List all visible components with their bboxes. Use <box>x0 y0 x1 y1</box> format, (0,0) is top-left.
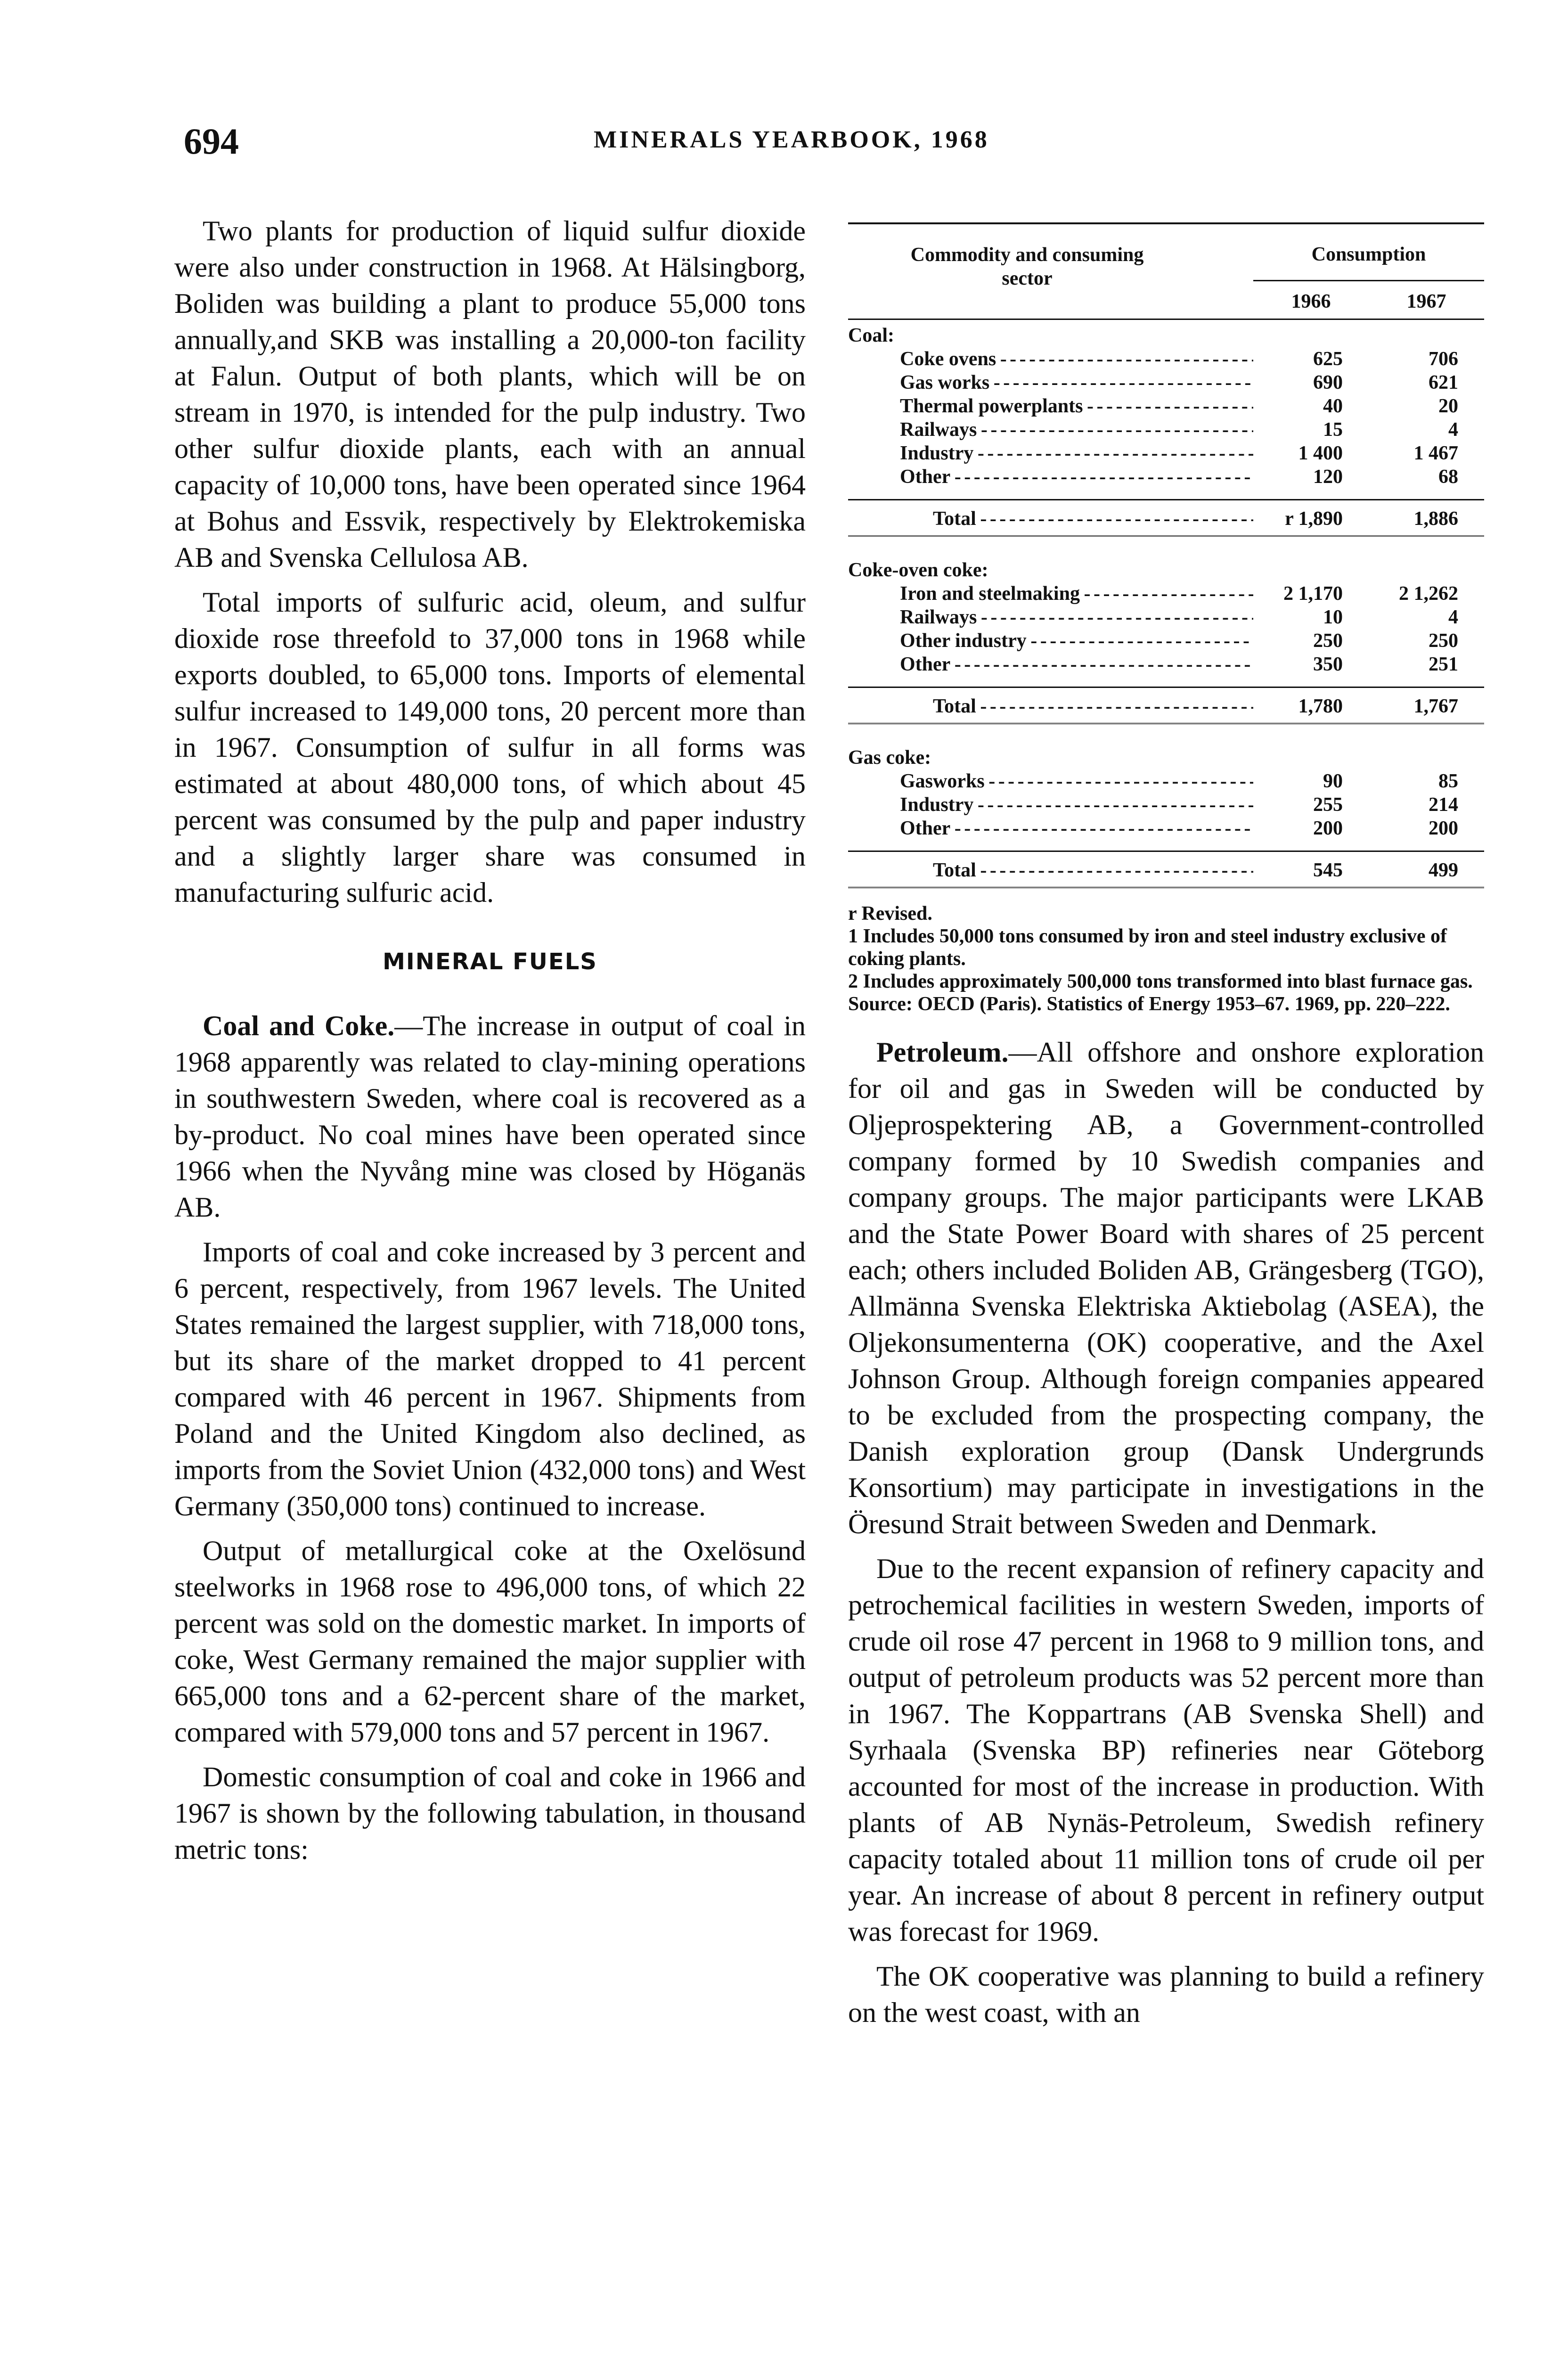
value-1967: 250 <box>1429 630 1458 652</box>
row-label: Railways - - - <box>848 605 1253 629</box>
table-row <box>848 653 1484 676</box>
table-row <box>848 465 1484 489</box>
footnote-revised: r Revised. <box>848 903 932 924</box>
table-total-row <box>848 687 1484 724</box>
value-1967: 68 <box>1438 466 1458 488</box>
column-header-consumption: Consumption <box>1253 243 1484 281</box>
value-1966: 690 <box>1313 372 1343 393</box>
total-label: Total - - - <box>848 859 1253 882</box>
value-1966: 40 <box>1323 395 1343 417</box>
value-1967: 4 <box>1448 606 1458 628</box>
total-label: Total - - - <box>848 695 1253 718</box>
row-label: Industry - - - <box>848 793 1253 817</box>
table-row <box>848 347 1484 371</box>
section-coke-oven-coke <box>848 555 1484 724</box>
total-1966: r 1,890 <box>1285 508 1343 530</box>
row-label: Other - - - <box>848 817 1253 840</box>
table-header <box>848 224 1484 320</box>
value-1966: 10 <box>1323 606 1343 628</box>
paragraph-sulfur-dioxide-plants: Two plants for production of liquid sulfur dioxide were also under construction in 1968. At Hälsingborg, Boliden was building a plant to produce 55,000 tons annually,and SKB was installing a 20,000-ton facility at Falun. Output of both plants, which will be on stream in 1970, is intended for the pulp industry. Two other sulfur dioxide plants, each with an annual capacity of 10,000 tons, have been operated since 1964 at Bohus and Essvik, respectively by Elektrokemiska AB and Svenska Cellulosa AB. <box>174 215 806 573</box>
paragraph-coal-and-coke <box>174 1008 806 1226</box>
row-label: Thermal powerplants - - - <box>848 394 1253 418</box>
value-1967: 1 467 <box>1413 442 1458 464</box>
row-label: Gasworks - - - <box>848 769 1253 793</box>
coal-rows <box>848 347 1484 489</box>
table-row <box>848 629 1484 653</box>
table-row <box>848 418 1484 442</box>
value-1967: 20 <box>1438 395 1458 417</box>
total-1967: 499 <box>1429 859 1458 881</box>
column-header-1966: 1966 <box>1291 291 1331 312</box>
paragraph-domestic-consumption: Domestic consumption of coal and coke in 1966 and 1967 is shown by the following tabulation, in thousand metric tons: <box>174 1761 806 1865</box>
row-label: Gas works - - - <box>848 371 1253 394</box>
section-heading-mineral-fuels: MINERAL FUELS <box>383 949 597 975</box>
column-header-1967: 1967 <box>1406 291 1446 312</box>
value-1967: 621 <box>1429 372 1458 393</box>
table-row <box>848 394 1484 418</box>
value-1967: 251 <box>1429 654 1458 675</box>
value-1967: 214 <box>1429 794 1458 816</box>
row-label: Other - - - <box>848 653 1253 676</box>
table-row <box>848 582 1484 605</box>
value-1966: 350 <box>1313 654 1343 675</box>
table-footnotes <box>848 902 1484 1015</box>
paragraph-ok-cooperative: The OK cooperative was planning to build a refinery on the west coast, with an <box>848 1961 1484 2028</box>
value-1966: 2 1,170 <box>1283 583 1343 605</box>
value-1967: 706 <box>1429 348 1458 370</box>
consumption-table <box>848 222 1484 888</box>
section-coal <box>848 320 1484 537</box>
total-1966: 545 <box>1313 859 1343 881</box>
row-label: Coke ovens - - - <box>848 347 1253 371</box>
value-1966: 15 <box>1323 419 1343 441</box>
total-1967: 1,767 <box>1413 695 1458 717</box>
table-total-row <box>848 499 1484 537</box>
value-1967: 200 <box>1429 818 1458 839</box>
petroleum-text: —All offshore and onshore exploration for oil and gas in Sweden will be conducted by Oljeprospektering AB, a Government-controlled company formed by 10 Swedish companies and company groups. The major participants were LKAB and the State Power Board with shares of 25 percent each; others included Boliden AB, Grängesberg (TGO), Allmänna Svenska Elektriska Aktiebolag (ASEA), the Oljekonsumenterna (OK) cooperative, and the Axel Johnson Group. Although foreign companies appeared to be excluded from the prospecting company, the Danish exploration group (Dansk Undergrunds Konsortium) may participate in investigations in the Öresund Strait between Sweden and Denmark. <box>848 1037 1484 1539</box>
right-column <box>848 213 1484 2039</box>
coke-rows <box>848 582 1484 676</box>
section-title: Gas coke: <box>848 747 931 769</box>
section-title: Coke-oven coke: <box>848 559 988 581</box>
footnote-source: Source: OECD (Paris). Statistics of Energy 1953–67. 1969, pp. 220–222. <box>848 993 1450 1015</box>
lead-petroleum: Petroleum. <box>876 1037 1009 1068</box>
page-header <box>184 120 1484 163</box>
row-label: Other - - - <box>848 465 1253 489</box>
value-1966: 200 <box>1313 818 1343 839</box>
page-number: 694 <box>184 121 239 162</box>
paragraph-sulfur-imports: Total imports of sulfuric acid, oleum, and sulfur dioxide rose threefold to 37,000 tons in 1968 while exports doubled, to 65,000 tons. Imports of elemental sulfur increased to 149,000 tons, 20 percent more than in 1967. Consumption of sulfur in all forms was estimated at about 480,000 tons, of which about 45 percent was consumed by the pulp and paper industry and a slightly larger share was consumed in manufacturing sulfuric acid. <box>174 587 806 908</box>
value-1967: 2 1,262 <box>1399 583 1458 605</box>
row-label: Industry - - - <box>848 442 1253 465</box>
footnote-2: 2 Includes approximately 500,000 tons transformed into blast furnace gas. <box>848 971 1473 992</box>
total-1966: 1,780 <box>1298 695 1343 717</box>
footnote-1: 1 Includes 50,000 tons consumed by iron and steel industry exclusive of coking plants. <box>848 925 1447 970</box>
running-head: MINERALS YEARBOOK, 1968 <box>594 126 989 153</box>
total-1967: 1,886 <box>1413 508 1458 530</box>
row-label: Iron and steelmaking - - - <box>848 582 1253 605</box>
value-1966: 1 400 <box>1298 442 1343 464</box>
lead-coal-and-coke: Coal and Coke. <box>203 1010 395 1041</box>
table-row <box>848 817 1484 840</box>
value-1966: 250 <box>1313 630 1343 652</box>
paragraph-refinery: Due to the recent expansion of refinery capacity and petrochemical facilities in western Sweden, imports of crude oil rose 47 percent in 1968 to 9 million tons, and output of petroleum products was 52 percent more than in 1967. The Koppartrans (AB Svenska Shell) and Syrhaala (Svenska BP) refineries near Göteborg accounted for most of the increase in production. With plants of AB Nynäs-Petroleum, Swedish refinery capacity totaled about 11 million tons of crude oil per year. An increase of about 8 percent in refinery output was forecast for 1969. <box>848 1553 1484 1947</box>
column-header-commodity: Commodity and consuming sector <box>910 244 1144 289</box>
section-title: Coal: <box>848 325 894 346</box>
value-1967: 85 <box>1438 770 1458 792</box>
coal-text: —The increase in output of coal in 1968 apparently was related to clay-mining operations in southwestern Sweden, where coal is recovered as a by-product. No coal mines have been operated since 1966 when the Nyvång mine was closed by Höganäs AB. <box>174 1010 806 1223</box>
row-label: Railways - - - <box>848 418 1253 442</box>
value-1966: 625 <box>1313 348 1343 370</box>
value-1966: 90 <box>1323 770 1343 792</box>
table-row <box>848 442 1484 465</box>
paragraph-coke-output: Output of metallurgical coke at the Oxelösund steelworks in 1968 rose to 496,000 tons, of which 22 percent was sold on the domestic market. In imports of coke, West Germany remained the major supplier with 665,000 tons and a 62-percent share of the market, compared with 579,000 tons and 57 percent in 1967. <box>174 1535 806 1748</box>
row-label: Other industry - - - <box>848 629 1253 653</box>
paragraph-coal-imports: Imports of coal and coke increased by 3 percent and 6 percent, respectively, from 1967 levels. The United States remained the largest supplier, with 718,000 tons, but its share of the market dropped to 41 percent compared with 46 percent in 1967. Shipments from Poland and the United Kingdom also declined, as imports from the Soviet Union (432,000 tons) and West Germany (350,000 tons) continued to increase. <box>174 1236 806 1522</box>
table-row <box>848 605 1484 629</box>
table-row <box>848 793 1484 817</box>
value-1967: 4 <box>1448 419 1458 441</box>
section-gas-coke <box>848 742 1484 888</box>
table-row <box>848 769 1484 793</box>
table-total-row <box>848 851 1484 888</box>
value-1966: 255 <box>1313 794 1343 816</box>
left-column <box>174 213 806 1876</box>
gas-rows <box>848 769 1484 840</box>
value-1966: 120 <box>1313 466 1343 488</box>
table-row <box>848 371 1484 394</box>
paragraph-petroleum <box>848 1034 1484 1542</box>
total-label: Total - - - <box>848 507 1253 531</box>
